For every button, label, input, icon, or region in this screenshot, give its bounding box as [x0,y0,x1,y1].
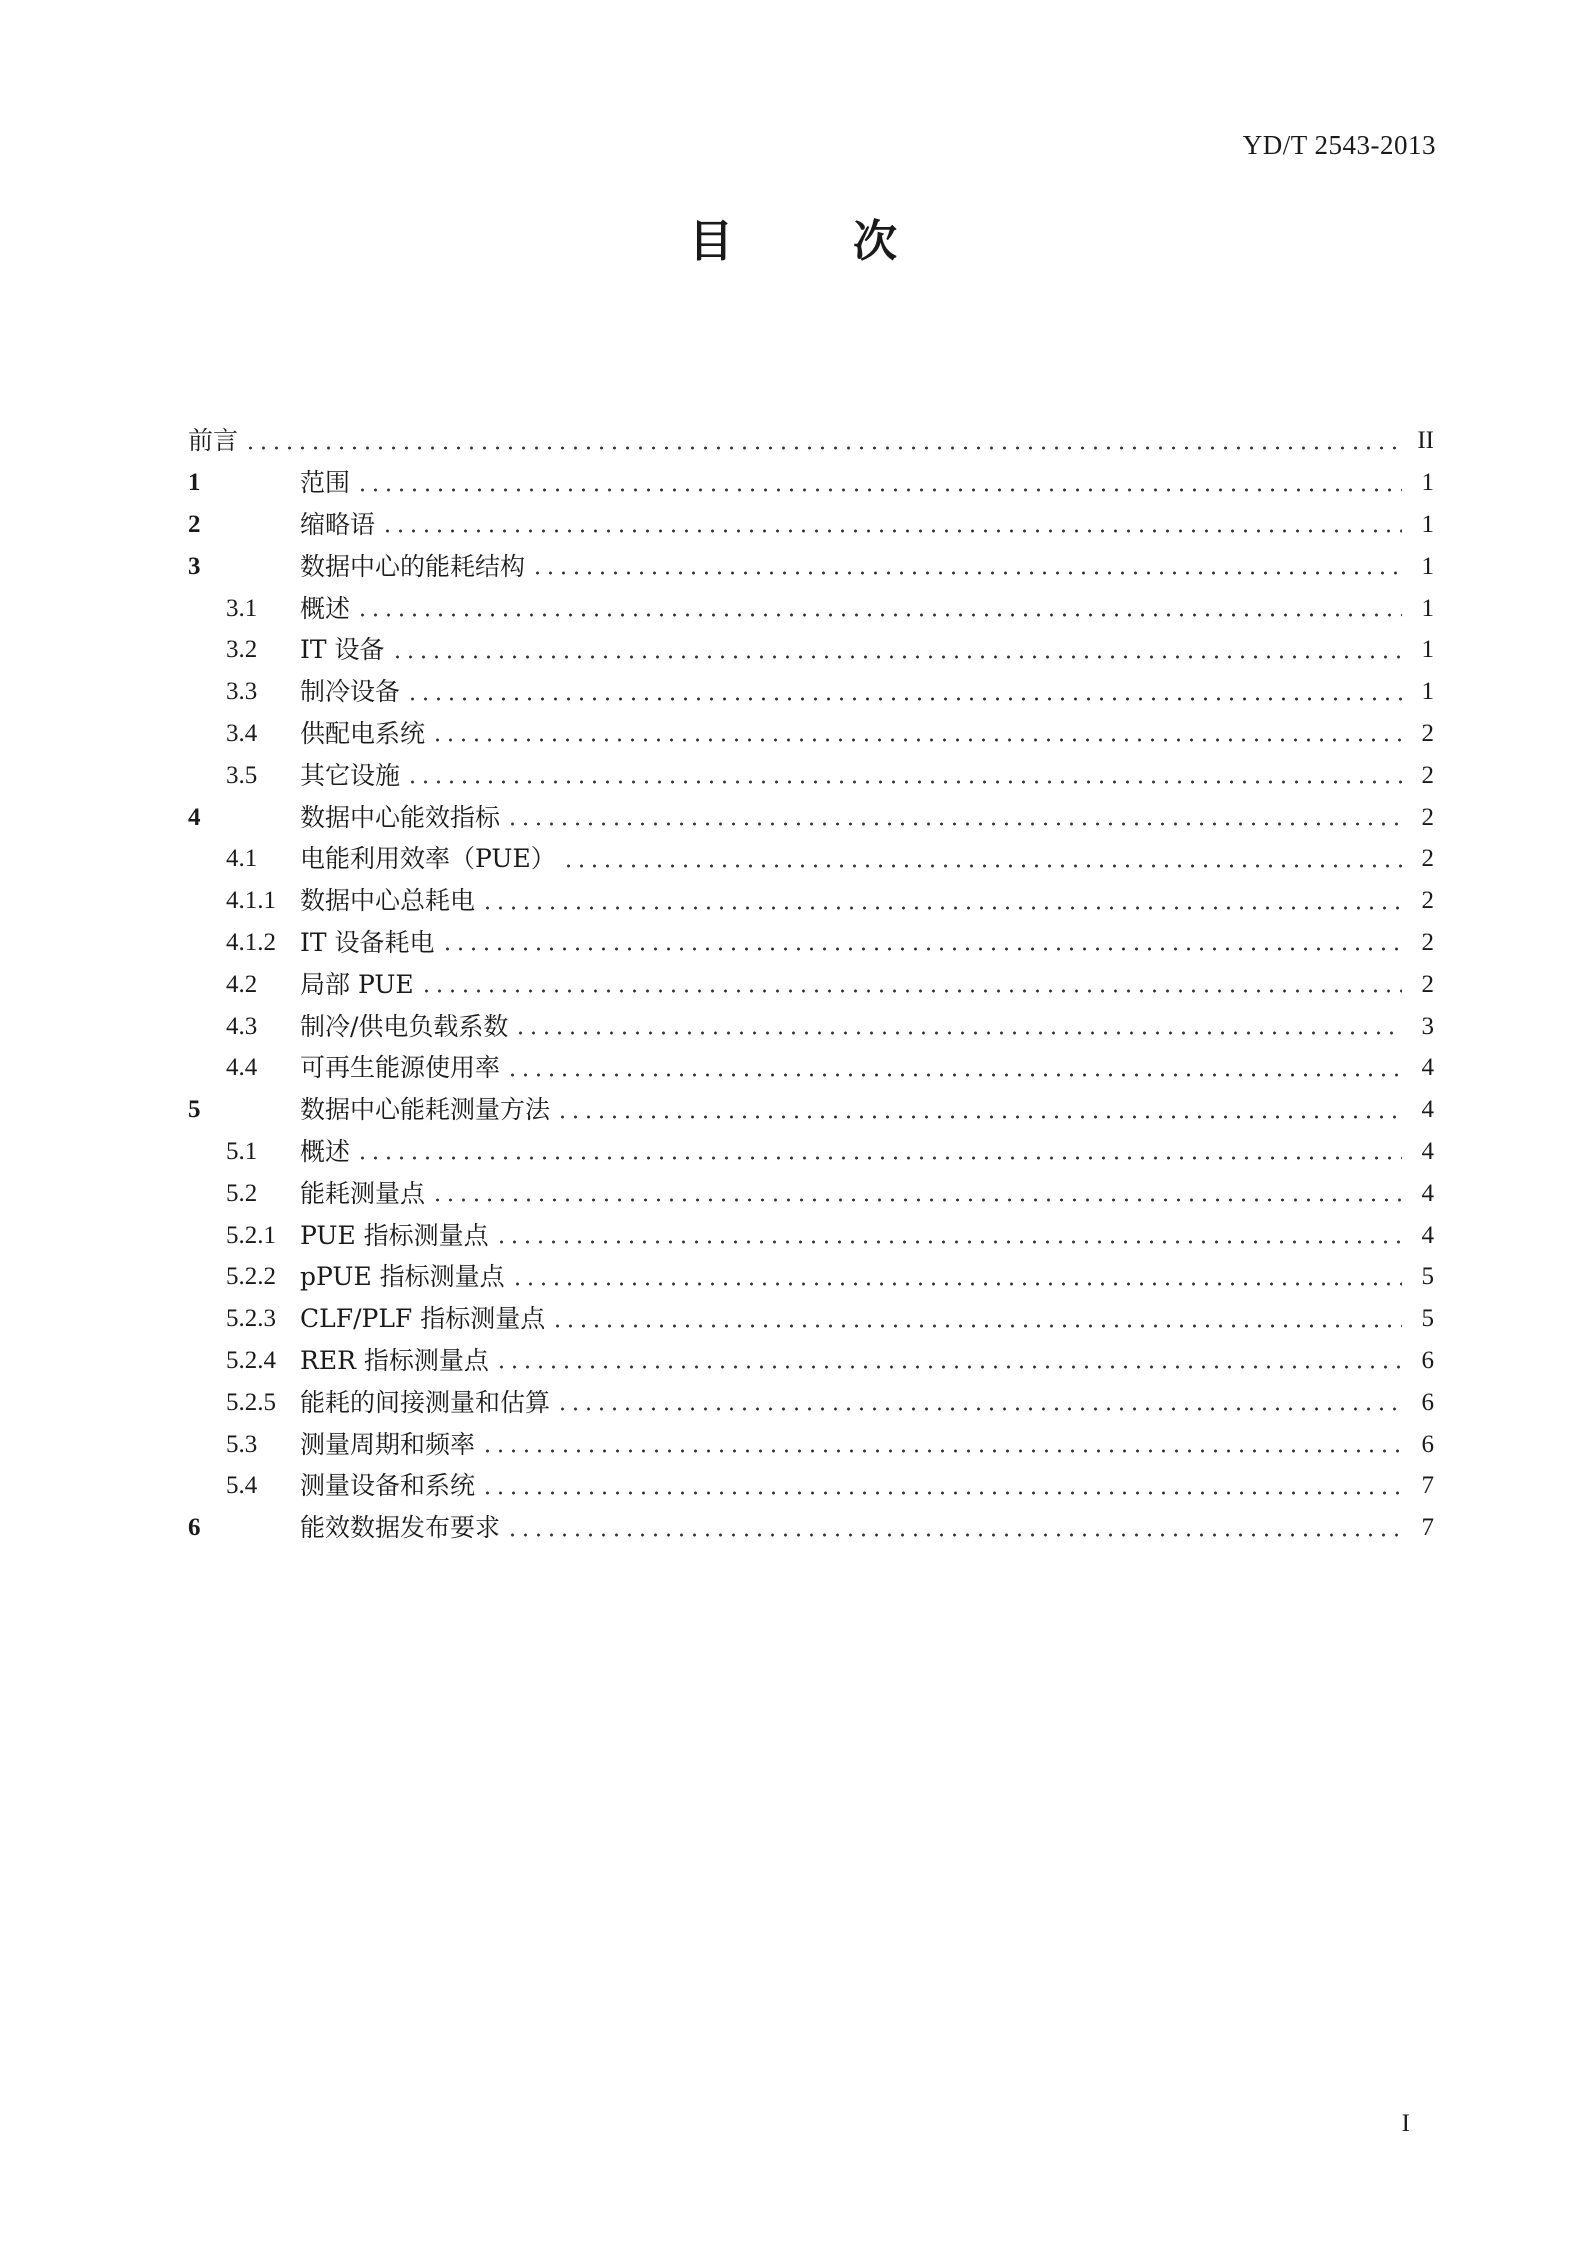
toc-entry-page: 2 [1421,845,1434,873]
toc-entry-title: 缩略语 [300,509,376,539]
toc-entry-number: 5.2 [226,1179,258,1207]
toc-entry-title: 概述 [300,593,351,623]
toc-entry-title: 制冷设备 [300,677,401,707]
toc-entry-title: 测量设备和系统 [300,1471,476,1501]
toc-dot-leader [356,487,1402,493]
toc-entry-page: 5 [1421,1263,1434,1291]
toc-entry-page: 2 [1421,887,1434,915]
toc-entry-title: 供配电系统 [300,718,426,748]
toc-entry-page: 6 [1421,1346,1434,1374]
toc-entry-page: 1 [1421,552,1434,580]
page-title-char-1: 目 [689,216,733,267]
toc-entry-page: 7 [1421,1472,1434,1500]
toc-entry-title: 制冷/供电负载系数 [300,1011,509,1041]
toc-entry[interactable] [188,1047,1434,1089]
toc-entry-page: 1 [1421,678,1434,706]
toc-entry-number: 5.2.5 [226,1388,276,1416]
toc-dot-leader [514,1030,1402,1036]
toc-entry-title: 数据中心能效指标 [300,802,501,832]
toc-entry[interactable] [188,1256,1434,1298]
toc-entry-title: CLF/PLF 指标测量点 [300,1304,546,1334]
toc-dot-leader [495,1239,1402,1245]
toc-entry-number: 4.2 [226,970,258,998]
toc-entry[interactable] [188,1214,1434,1256]
toc-entry-title: IT 设备耗电 [300,927,435,957]
toc-dot-leader [244,445,1402,451]
toc-entry-number: 3.5 [226,761,258,789]
toc-entry[interactable] [188,671,1434,713]
toc-entry-number: 3.3 [226,678,258,706]
toc-entry-page: 2 [1421,928,1434,956]
toc-entry-title: 数据中心能耗测量方法 [300,1095,551,1125]
toc-entry-page: 2 [1421,803,1434,831]
toc-entry-page: 4 [1421,1179,1434,1207]
toc-entry-number: 5.2.4 [226,1346,276,1374]
toc-entry-title: 前言 [188,426,239,456]
toc-entry-page: 6 [1421,1388,1434,1416]
toc-entry-page: 1 [1421,469,1434,497]
toc-entry-title: 其它设施 [300,760,401,790]
toc-entry-page: 4 [1421,1137,1434,1165]
toc-dot-leader [562,863,1402,869]
toc-entry[interactable] [188,462,1434,504]
toc-entry-page: 5 [1421,1305,1434,1333]
toc-dot-leader [556,1114,1402,1120]
toc-entry-number: 5.1 [226,1137,258,1165]
toc-entry-number: 4.1.2 [226,928,276,956]
toc-entry-title: 范围 [300,468,351,498]
toc-entry-title: RER 指标测量点 [300,1345,489,1375]
page-title-char-2: 次 [853,216,897,267]
toc-dot-leader [531,570,1402,576]
toc-entry-number: 3.2 [226,636,258,664]
toc-dot-leader [441,946,1403,952]
toc-entry-title: 数据中心总耗电 [300,886,476,916]
page-title [0,205,1586,269]
toc-entry[interactable] [188,922,1434,964]
toc-dot-leader [431,1197,1402,1203]
toc-entry-title: 可再生能源使用率 [300,1053,501,1083]
toc-entry-number: 4 [188,803,201,831]
toc-entry-number: 4.3 [226,1012,258,1040]
toc-entry-page: 2 [1421,719,1434,747]
toc-entry-number: 3.1 [226,594,258,622]
toc-entry-title: 电能利用效率（PUE） [300,844,556,874]
toc-entry-page: 4 [1421,1221,1434,1249]
toc-entry[interactable] [188,754,1434,796]
toc-dot-leader [556,1406,1402,1412]
toc-entry-number: 3 [188,552,201,580]
toc-entry-page: 7 [1421,1514,1434,1542]
toc-dot-leader [495,1364,1402,1370]
toc-entry-number: 1 [188,469,201,497]
toc-entry-number: 4.4 [226,1054,258,1082]
toc-dot-leader [406,779,1402,785]
toc-entry-number: 2 [188,510,201,538]
toc-entry[interactable] [188,1340,1434,1382]
toc-dot-leader [506,821,1402,827]
toc-dot-leader [481,1448,1402,1454]
toc-entry[interactable] [188,629,1434,671]
toc-entry-page: 2 [1421,761,1434,789]
toc-dot-leader [481,1490,1402,1496]
toc-entry-title: pPUE 指标测量点 [300,1262,505,1292]
toc-entry[interactable] [188,420,1434,462]
toc-entry[interactable] [188,1172,1434,1214]
toc-entry-title: 局部 PUE [300,969,414,999]
toc-entry[interactable] [188,880,1434,922]
toc-dot-leader [511,1281,1402,1287]
toc-entry-page: 3 [1421,1012,1434,1040]
toc-entry-title: 测量周期和频率 [300,1429,476,1459]
toc-dot-leader [551,1323,1402,1329]
toc-entry-page: 1 [1421,594,1434,622]
toc-entry[interactable] [188,1005,1434,1047]
toc-entry[interactable] [188,838,1434,880]
toc-entry[interactable] [188,1089,1434,1131]
toc-dot-leader [481,905,1402,911]
toc-dot-leader [381,528,1402,534]
toc-entry[interactable] [188,713,1434,755]
toc-entry[interactable] [188,1298,1434,1340]
document-code: YD/T 2543-2013 [1242,130,1436,160]
toc-entry-title: 概述 [300,1136,351,1166]
toc-dot-leader [356,1155,1402,1161]
toc-entry-number: 5.3 [226,1430,258,1458]
toc-entry-page: 2 [1421,970,1434,998]
toc-entry-number: 4.1 [226,845,258,873]
toc-dot-leader [406,696,1402,702]
toc-dot-leader [506,1072,1402,1078]
toc-entry-page: 4 [1421,1054,1434,1082]
footer-page-number: I [1401,2110,1410,2137]
toc-entry[interactable] [188,504,1434,546]
table-of-contents [188,420,1434,1549]
toc-entry-number: 6 [188,1514,201,1542]
toc-entry[interactable] [188,796,1434,838]
toc-entry[interactable] [188,1423,1434,1465]
toc-entry-title: 能效数据发布要求 [300,1513,501,1543]
toc-dot-leader [420,988,1402,994]
toc-entry-number: 4.1.1 [226,887,276,915]
toc-entry-page: II [1417,427,1434,455]
toc-dot-leader [356,612,1402,618]
toc-entry-title: 能耗的间接测量和估算 [300,1387,551,1417]
toc-entry[interactable] [188,1381,1434,1423]
toc-entry[interactable] [188,1507,1434,1549]
toc-entry-number: 3.4 [226,719,258,747]
toc-entry-number: 5.2.2 [226,1263,276,1291]
toc-entry-page: 1 [1421,510,1434,538]
toc-entry[interactable] [188,1465,1434,1507]
toc-entry-title: 数据中心的能耗结构 [300,551,526,581]
toc-entry-title: PUE 指标测量点 [300,1220,489,1250]
toc-entry-number: 5 [188,1096,201,1124]
toc-entry-page: 4 [1421,1096,1434,1124]
toc-entry-title: 能耗测量点 [300,1178,426,1208]
toc-entry-number: 5.2.3 [226,1305,276,1333]
toc-entry[interactable] [188,545,1434,587]
toc-entry-number: 5.2.1 [226,1221,276,1249]
toc-entry[interactable] [188,1131,1434,1173]
toc-entry-page: 6 [1421,1430,1434,1458]
toc-entry[interactable] [188,963,1434,1005]
toc-dot-leader [506,1532,1402,1538]
toc-entry-number: 5.4 [226,1472,258,1500]
toc-dot-leader [431,737,1402,743]
toc-entry-title: IT 设备 [300,635,385,665]
toc-entry-page: 1 [1421,636,1434,664]
toc-entry[interactable] [188,587,1434,629]
toc-dot-leader [391,654,1403,660]
